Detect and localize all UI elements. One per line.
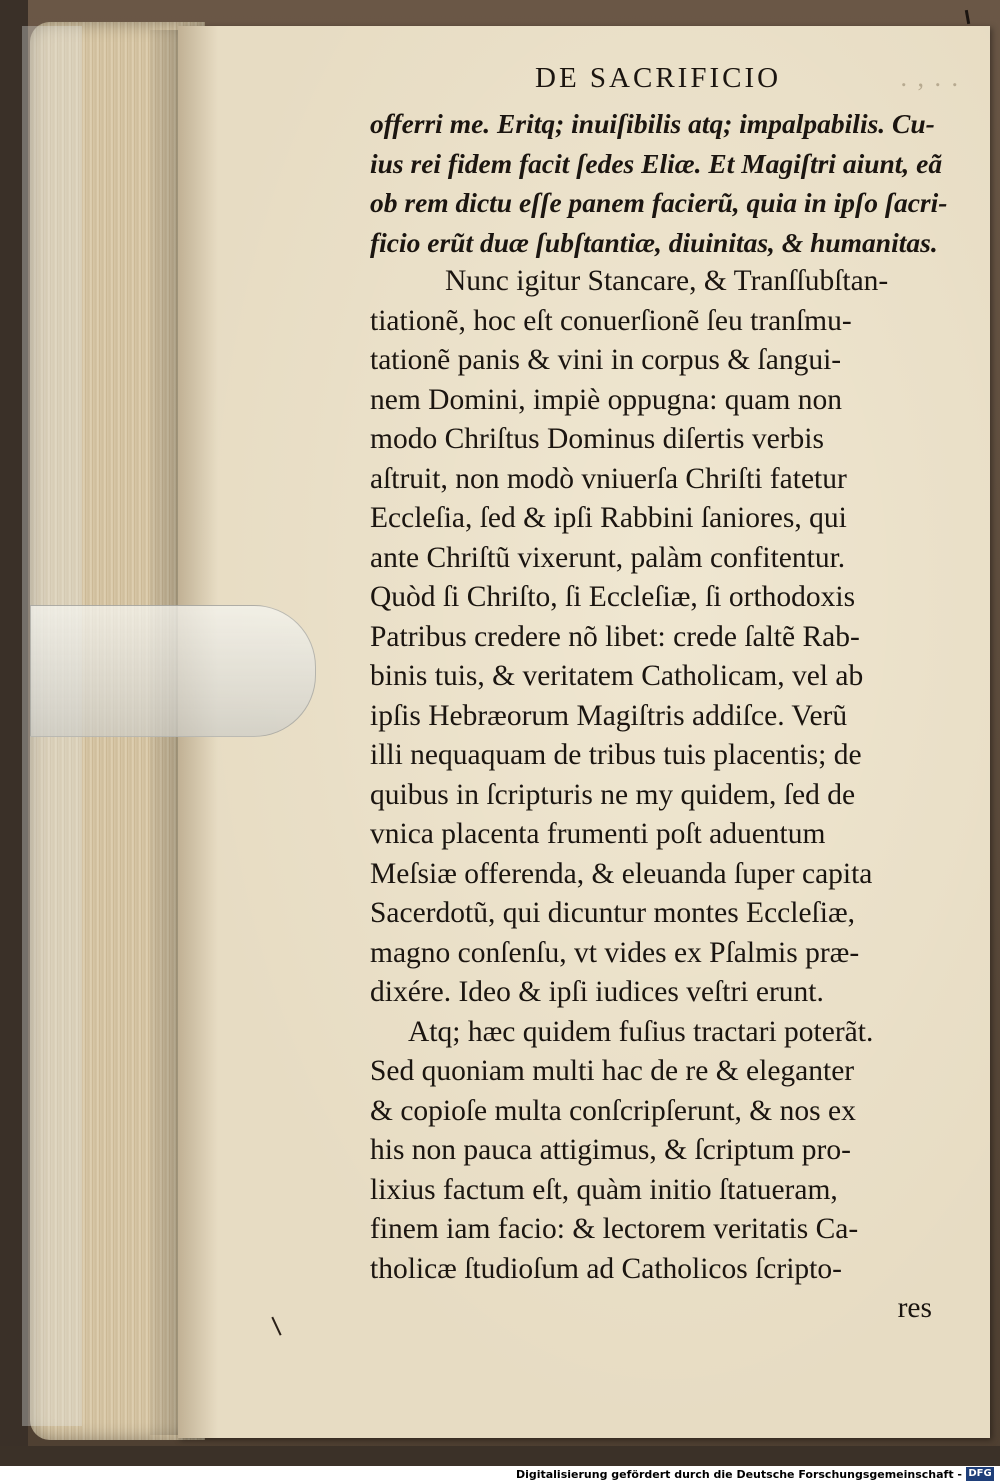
- text-line: Atq; hæc quidem fuſius tractari poterãt.: [408, 1015, 874, 1048]
- text-line: Quòd ſi Chriſto, ſi Eccleſiæ, ſi orthodoxis: [370, 581, 856, 613]
- text-line: tholicæ ſtudioſum ad Catholicos ſcripto-: [370, 1252, 842, 1285]
- text-line: ante Chriſtũ vixerunt, palàm confitentur.: [370, 541, 846, 574]
- text-line: finem iam facio: & lectorem veritatis Ca-: [370, 1213, 859, 1245]
- running-head: [370, 60, 960, 96]
- text-line: offerri me. Eritq; inuiſibilis atq; impalpabilis. Cu-: [370, 108, 935, 139]
- text-line: magno conſenſu, vt vides ex Pſalmis præ-: [370, 936, 860, 969]
- scan-frame-bottom: [0, 1446, 1000, 1466]
- text-line: binis tuis, & veritatem Catholicam, vel ab: [370, 660, 864, 692]
- text-line: vnica placenta frumenti poſt aduentum: [370, 818, 826, 850]
- page-text-block: [370, 60, 960, 1329]
- text-line: Patribus credere nõ libet: crede ſaltẽ Rab-: [370, 620, 860, 653]
- catchword: res: [897, 1292, 932, 1324]
- text-line: Sacerdotũ, qui dicuntur montes Eccleſiæ,: [370, 897, 855, 929]
- text-line: illi nequaquam de tribus tuis placentis; de: [370, 739, 862, 771]
- text-line: ob rem dictu eſſe panem facierũ, quia in ipſo ſacri-: [370, 187, 948, 218]
- running-head-title: DE SACRIFICIO: [535, 61, 782, 94]
- dfg-logo: DFG: [966, 1467, 994, 1481]
- body-text: [370, 104, 960, 1289]
- text-line: Sed quoniam multi hac de re & eleganter: [370, 1055, 855, 1087]
- text-line: Meſsiæ offerenda, & eleuanda ſuper capita: [370, 857, 873, 890]
- text-line: his non pauca attigimus, & ſcriptum pro-: [370, 1134, 851, 1166]
- plastic-page-clip: [30, 605, 316, 737]
- text-line: aſtruit, non modò vniuerſa Chriſti fatetur: [370, 462, 847, 495]
- text-line: ficio erũt duæ ſubſtantiæ, diuinitas, & humanitas.: [370, 226, 938, 258]
- text-line: Nunc igitur Stancare, & Tranſſubſtan-: [445, 265, 889, 297]
- text-line: Eccleſia, ſed & ipſi Rabbini ſaniores, qui: [370, 502, 847, 534]
- text-line: tationẽ panis & vini in corpus & ſangui-: [370, 344, 842, 376]
- text-line: & copioſe multa conſcripſerunt, & nos ex: [370, 1094, 856, 1127]
- text-line: lixius factum eſt, quàm initio ſtatueram,: [370, 1173, 838, 1206]
- text-line: dixére. Ideo & ipſi iudices veſtri erunt.: [370, 976, 824, 1008]
- text-line: quibus in ſcripturis ne my quidem, ſed de: [370, 778, 856, 811]
- running-head-ornament: . , . .: [900, 63, 960, 92]
- text-line: nem Domini, impiè oppugna: quam non: [370, 383, 842, 416]
- text-line: ius rei fidem facit ſedes Eliæ. Et Magiſtri aiunt, eã: [370, 147, 943, 179]
- text-line: ipſis Hebræorum Magiſtris addiſce. Verũ: [370, 699, 848, 732]
- footer-credit: Digitalisierung gefördert durch die Deutsche Forschungsgemeinschaft -: [515, 1468, 962, 1481]
- text-line: tiationẽ, hoc eſt conuerſionẽ ſeu tranſmu-: [370, 304, 852, 337]
- text-line: modo Chriſtus Dominus diſertis verbis: [370, 423, 824, 455]
